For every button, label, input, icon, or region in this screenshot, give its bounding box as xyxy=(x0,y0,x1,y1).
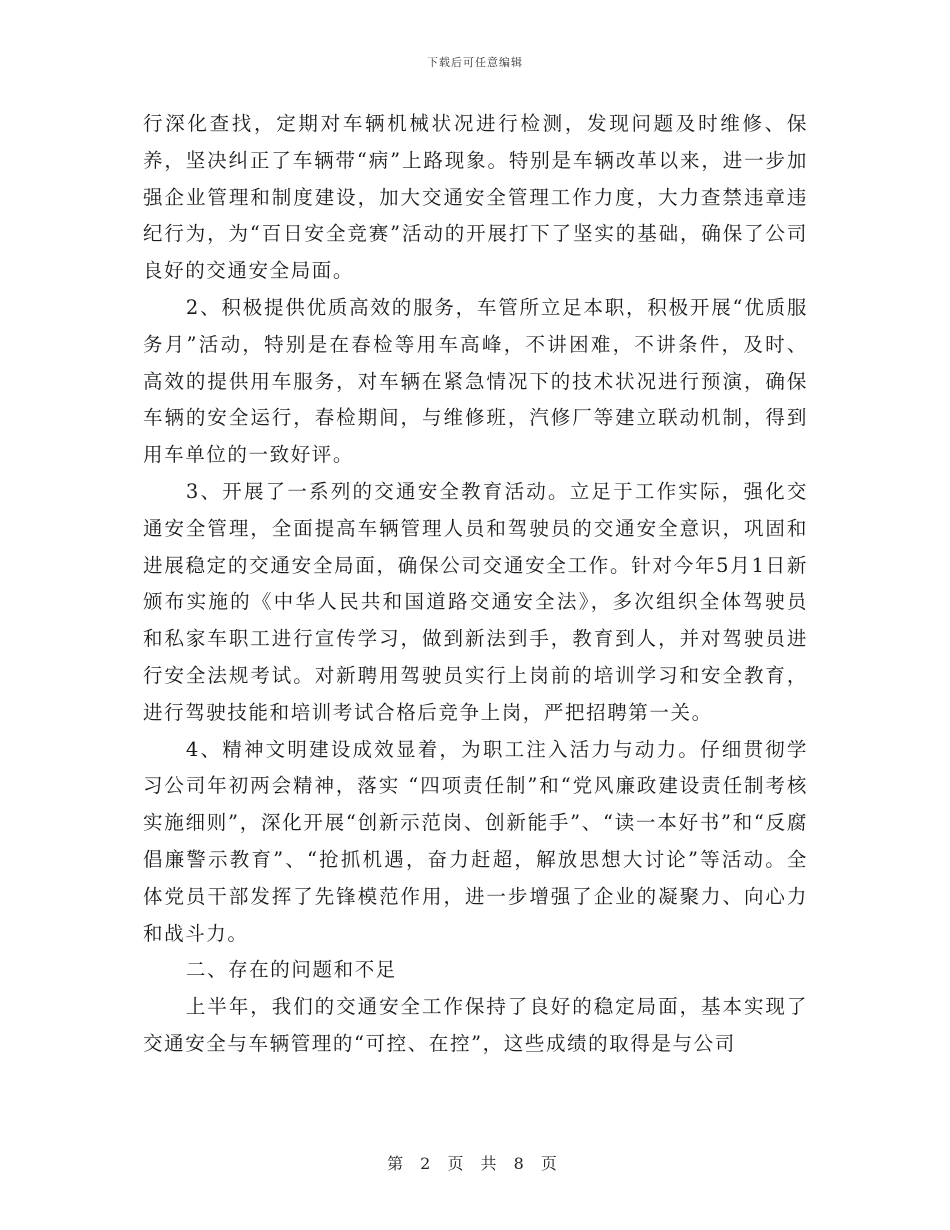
paragraph-item-2: 2、积极提供优质高效的服务，车管所立足本职，积极开展“优质服务月”活动，特别是在春检等用车高峰，不讲困难，不讲条件，及时、高效的提供用车服务，对车辆在紧急情况下的技术状况进行预演，确保车辆的安全运行，春检期间，与维修班，汽修厂等建立联动机制，得到用车单位的一致好评。 xyxy=(143,295,808,467)
page-number-footer: 第 2 页 共 8 页 xyxy=(387,1154,563,1173)
paragraph-item-4: 4、精神文明建设成效显着，为职工注入活力与动力。仔细贯彻学习公司年初两会精神，落实 “四项责任制”和“党风廉政建设责任制考核实施细则”，深化开展“创新示范岗、创新能手”、“读一本好书”和“反腐倡廉警示教育”、“抢抓机遇，奋力赶超，解放思想大讨论”等活动。全体党员干部发挥了先锋模范作用，进一步增强了企业的凝聚力、向心力和战斗力。 xyxy=(143,737,808,945)
page-header-note: 下载后可任意编辑 xyxy=(427,56,523,69)
section-heading-problems: 二、存在的问题和不足 xyxy=(185,958,397,982)
paragraph-item-3: 3、开展了一系列的交通安全教育活动。立足于工作实际，强化交通安全管理，全面提高车辆管理人员和驾驶员的交通安全意识，巩固和进展稳定的交通安全局面，确保公司交通安全工作。针对今年5月1日新颁布实施的《中华人民共和国道路交通安全法》，多次组织全体驾驶员和私家车职工进行宣传学习，做到新法到手，教育到人，并对驾驶员进行安全法规考试。对新聘用驾驶员实行上岗前的培训学习和安全教育，进行驾驶技能和培训考试合格后竞争上岗，严把招聘第一关。 xyxy=(143,479,808,724)
paragraph-first-half-summary: 上半年，我们的交通安全工作保持了良好的稳定局面，基本实现了交通安全与车辆管理的“可控、在控”，这些成绩的取得是与公司 xyxy=(143,995,808,1055)
document-body xyxy=(143,106,808,1063)
paragraph-continuation: 行深化查找，定期对车辆机械状况进行检测，发现问题及时维修、保养，坚决纠正了车辆带“病”上路现象。特别是车辆改革以来，进一步加强企业管理和制度建设，加大交通安全管理工作力度，大力查禁违章违纪行为，为“百日安全竞赛”活动的开展打下了坚实的基础，确保了公司良好的交通安全局面。 xyxy=(143,112,808,283)
